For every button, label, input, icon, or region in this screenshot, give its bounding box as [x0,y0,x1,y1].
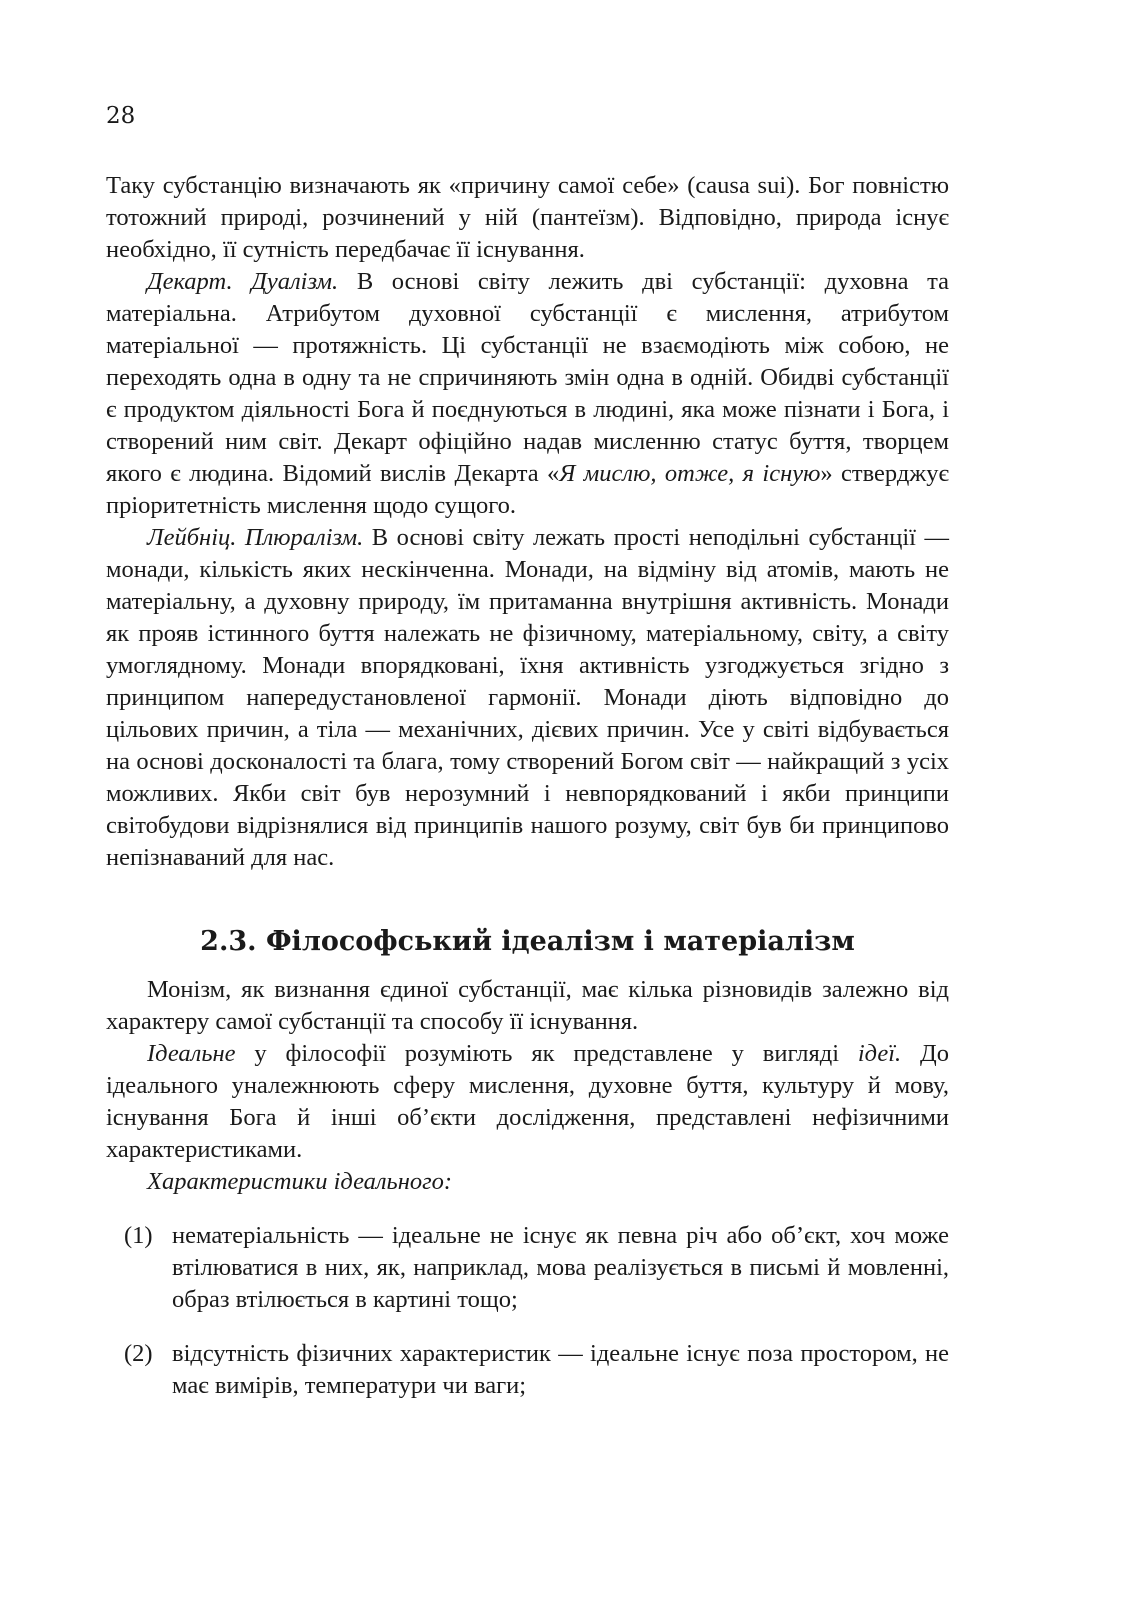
paragraph-descartes [106,266,949,522]
list-item [106,1220,949,1316]
list-item-text: відсутність фізичних характеристик — ідеальне існує поза простором, не має вимірів, температури чи ваги; [172,1340,949,1399]
paragraph-text: Таку субстанцію визначають як «причину самої себе» (causa sui). Бог повністю тотожний природі, розчинений у ній (пантеїзм). Відповідно, природа існує необхідно, її сутність передбачає її існування. [106,172,949,263]
ideal-term: ідеї. [857,1040,902,1067]
paragraph-lead: Лейбніц. Плюралізм. [147,524,364,551]
paragraph-tail: » стверджує пріоритетність мислення щодо сущого. [106,460,949,519]
paragraph-characteristics-title [106,1166,949,1198]
section-heading: 2.3. Філософський ідеалізм і матеріалізм [200,926,855,957]
list-item-text: нематеріальність — ідеальне не існує як певна річ або об’єкт, хоч може втілюватися в них, як, наприклад, мова реалізується в письмі й мовленні, образ втілюється в картині тощо; [172,1222,949,1313]
paragraph-ideal [106,1038,949,1166]
descartes-quote: Я мислю, отже, я існую [559,460,821,487]
characteristics-list [106,1220,949,1402]
paragraph-lead: Характеристики ідеального: [147,1168,453,1195]
paragraph-text: Монізм, як визнання єдиної субстанції, має кілька різновидів залежно від характеру самої субстанції та способу її існування. [106,976,949,1035]
paragraph-causa-sui [106,170,949,266]
paragraph-tail: До ідеального уналежнюють сферу мислення, духовне буття, культуру й мову, існування Бога й інші об’єкти дослідження, представлені нефізичними характеристиками. [106,1040,950,1163]
page-body [106,170,949,1424]
paragraph-text: В основі світу лежить дві субстанції: духовна та матеріальна. Атрибутом духовної субстанції є мислення, атрибутом матеріальної — протяжність. Ці субстанції не взаємодіють між собою, не переходять одна в одну та не спричиняють змін одна в одній. Обидві субстанції є продуктом діяльності Бога й поєднуються в людині, яка може пізнати і Бога, і створений ним світ. Декарт офіційно надав мисленню статус буття, творцем якого є людина. Відомий вислів Декарта « [106,268,949,487]
paragraph-text: В основі світу лежать прості неподільні субстанції — монади, кількість яких нескінченна. Монади, на відміну від атомів, мають не матеріальну, а духовну природу, їм притаманна внутрішня активність. Монади як прояв істинного буття належать не фізичному, матеріальному, світу, а світу умоглядному. Монади впорядковані, їхня активність узгоджується згідно з принципом напередустановленої гармонії. Монади діють відповідно до цільових причин, а тіла — механічних, дієвих причин. Усе у світі відбувається на основі досконалості та блага, тому створений Богом світ — найкращий з усіх можливих. Якби світ був нерозумний і невпорядкований і якби принципи світобудови відрізнялися від принципів нашого розуму, світ був би принципово непізнаваний для нас. [106,524,949,871]
page-number: 28 [106,103,136,129]
paragraph-monism [106,974,949,1038]
list-item [106,1338,949,1402]
list-marker: (1) [124,1222,153,1249]
paragraph-lead: Декарт. Дуалізм. [147,268,339,295]
paragraph-leibniz [106,522,949,874]
list-marker: (2) [124,1340,153,1367]
paragraph-lead: Ідеальне [147,1040,236,1067]
paragraph-text: у філософії розуміють як представлене у вигляді [235,1040,858,1067]
